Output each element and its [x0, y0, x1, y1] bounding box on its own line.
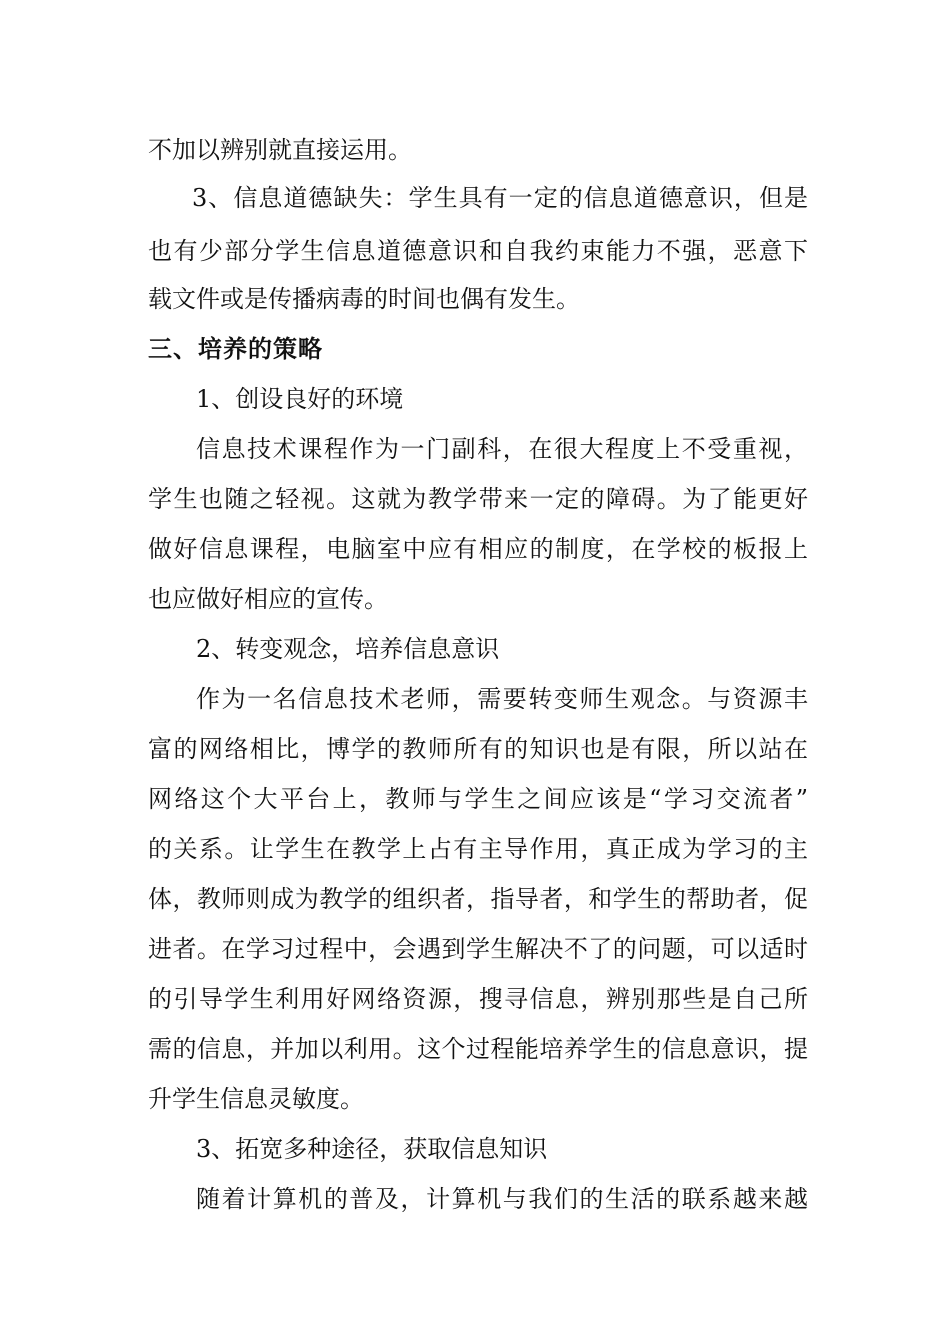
paragraph-line: 不加以辨别就直接运用。 — [148, 136, 412, 164]
paragraph-line: 的关系。让学生在教学上占有主导作用，真正成为学习的主 — [148, 835, 808, 863]
paragraph-line: 学生也随之轻视。这就为教学带来一定的障碍。为了能更好 — [148, 485, 808, 513]
paragraph-line: 信息技术课程作为一门副科，在很大程度上不受重视， — [196, 435, 808, 463]
paragraph-line: 升学生信息灵敏度。 — [148, 1085, 364, 1113]
subsection-heading: 1、创设良好的环境 — [196, 385, 404, 413]
section-heading: 三、培养的策略 — [148, 335, 323, 363]
paragraph-line: 网络这个大平台上，教师与学生之间应该是“学习交流者” — [148, 785, 808, 813]
paragraph-line: 也有少部分学生信息道德意识和自我约束能力不强，恶意下 — [148, 237, 808, 265]
paragraph-line: 的引导学生利用好网络资源，搜寻信息，辨别那些是自己所 — [148, 985, 808, 1013]
paragraph-line: 体，教师则成为教学的组织者，指导者，和学生的帮助者，促 — [148, 885, 808, 913]
paragraph-line: 进者。在学习过程中，会遇到学生解决不了的问题，可以适时 — [148, 935, 808, 963]
paragraph-line: 3、信息道德缺失：学生具有一定的信息道德意识，但是 — [192, 184, 808, 212]
subsection-heading: 3、拓宽多种途径，获取信息知识 — [196, 1135, 548, 1163]
subsection-heading: 2、转变观念，培养信息意识 — [196, 635, 500, 663]
paragraph-line: 需的信息，并加以利用。这个过程能培养学生的信息意识，提 — [148, 1035, 808, 1063]
paragraph-line: 富的网络相比，博学的教师所有的知识也是有限，所以站在 — [148, 735, 808, 763]
paragraph-line: 作为一名信息技术老师，需要转变师生观念。与资源丰 — [196, 685, 808, 713]
paragraph-line: 载文件或是传播病毒的时间也偶有发生。 — [148, 285, 580, 313]
paragraph-line: 随着计算机的普及，计算机与我们的生活的联系越来越 — [196, 1185, 808, 1213]
paragraph-line: 做好信息课程，电脑室中应有相应的制度，在学校的板报上 — [148, 535, 808, 563]
paragraph-line: 也应做好相应的宣传。 — [148, 585, 388, 613]
